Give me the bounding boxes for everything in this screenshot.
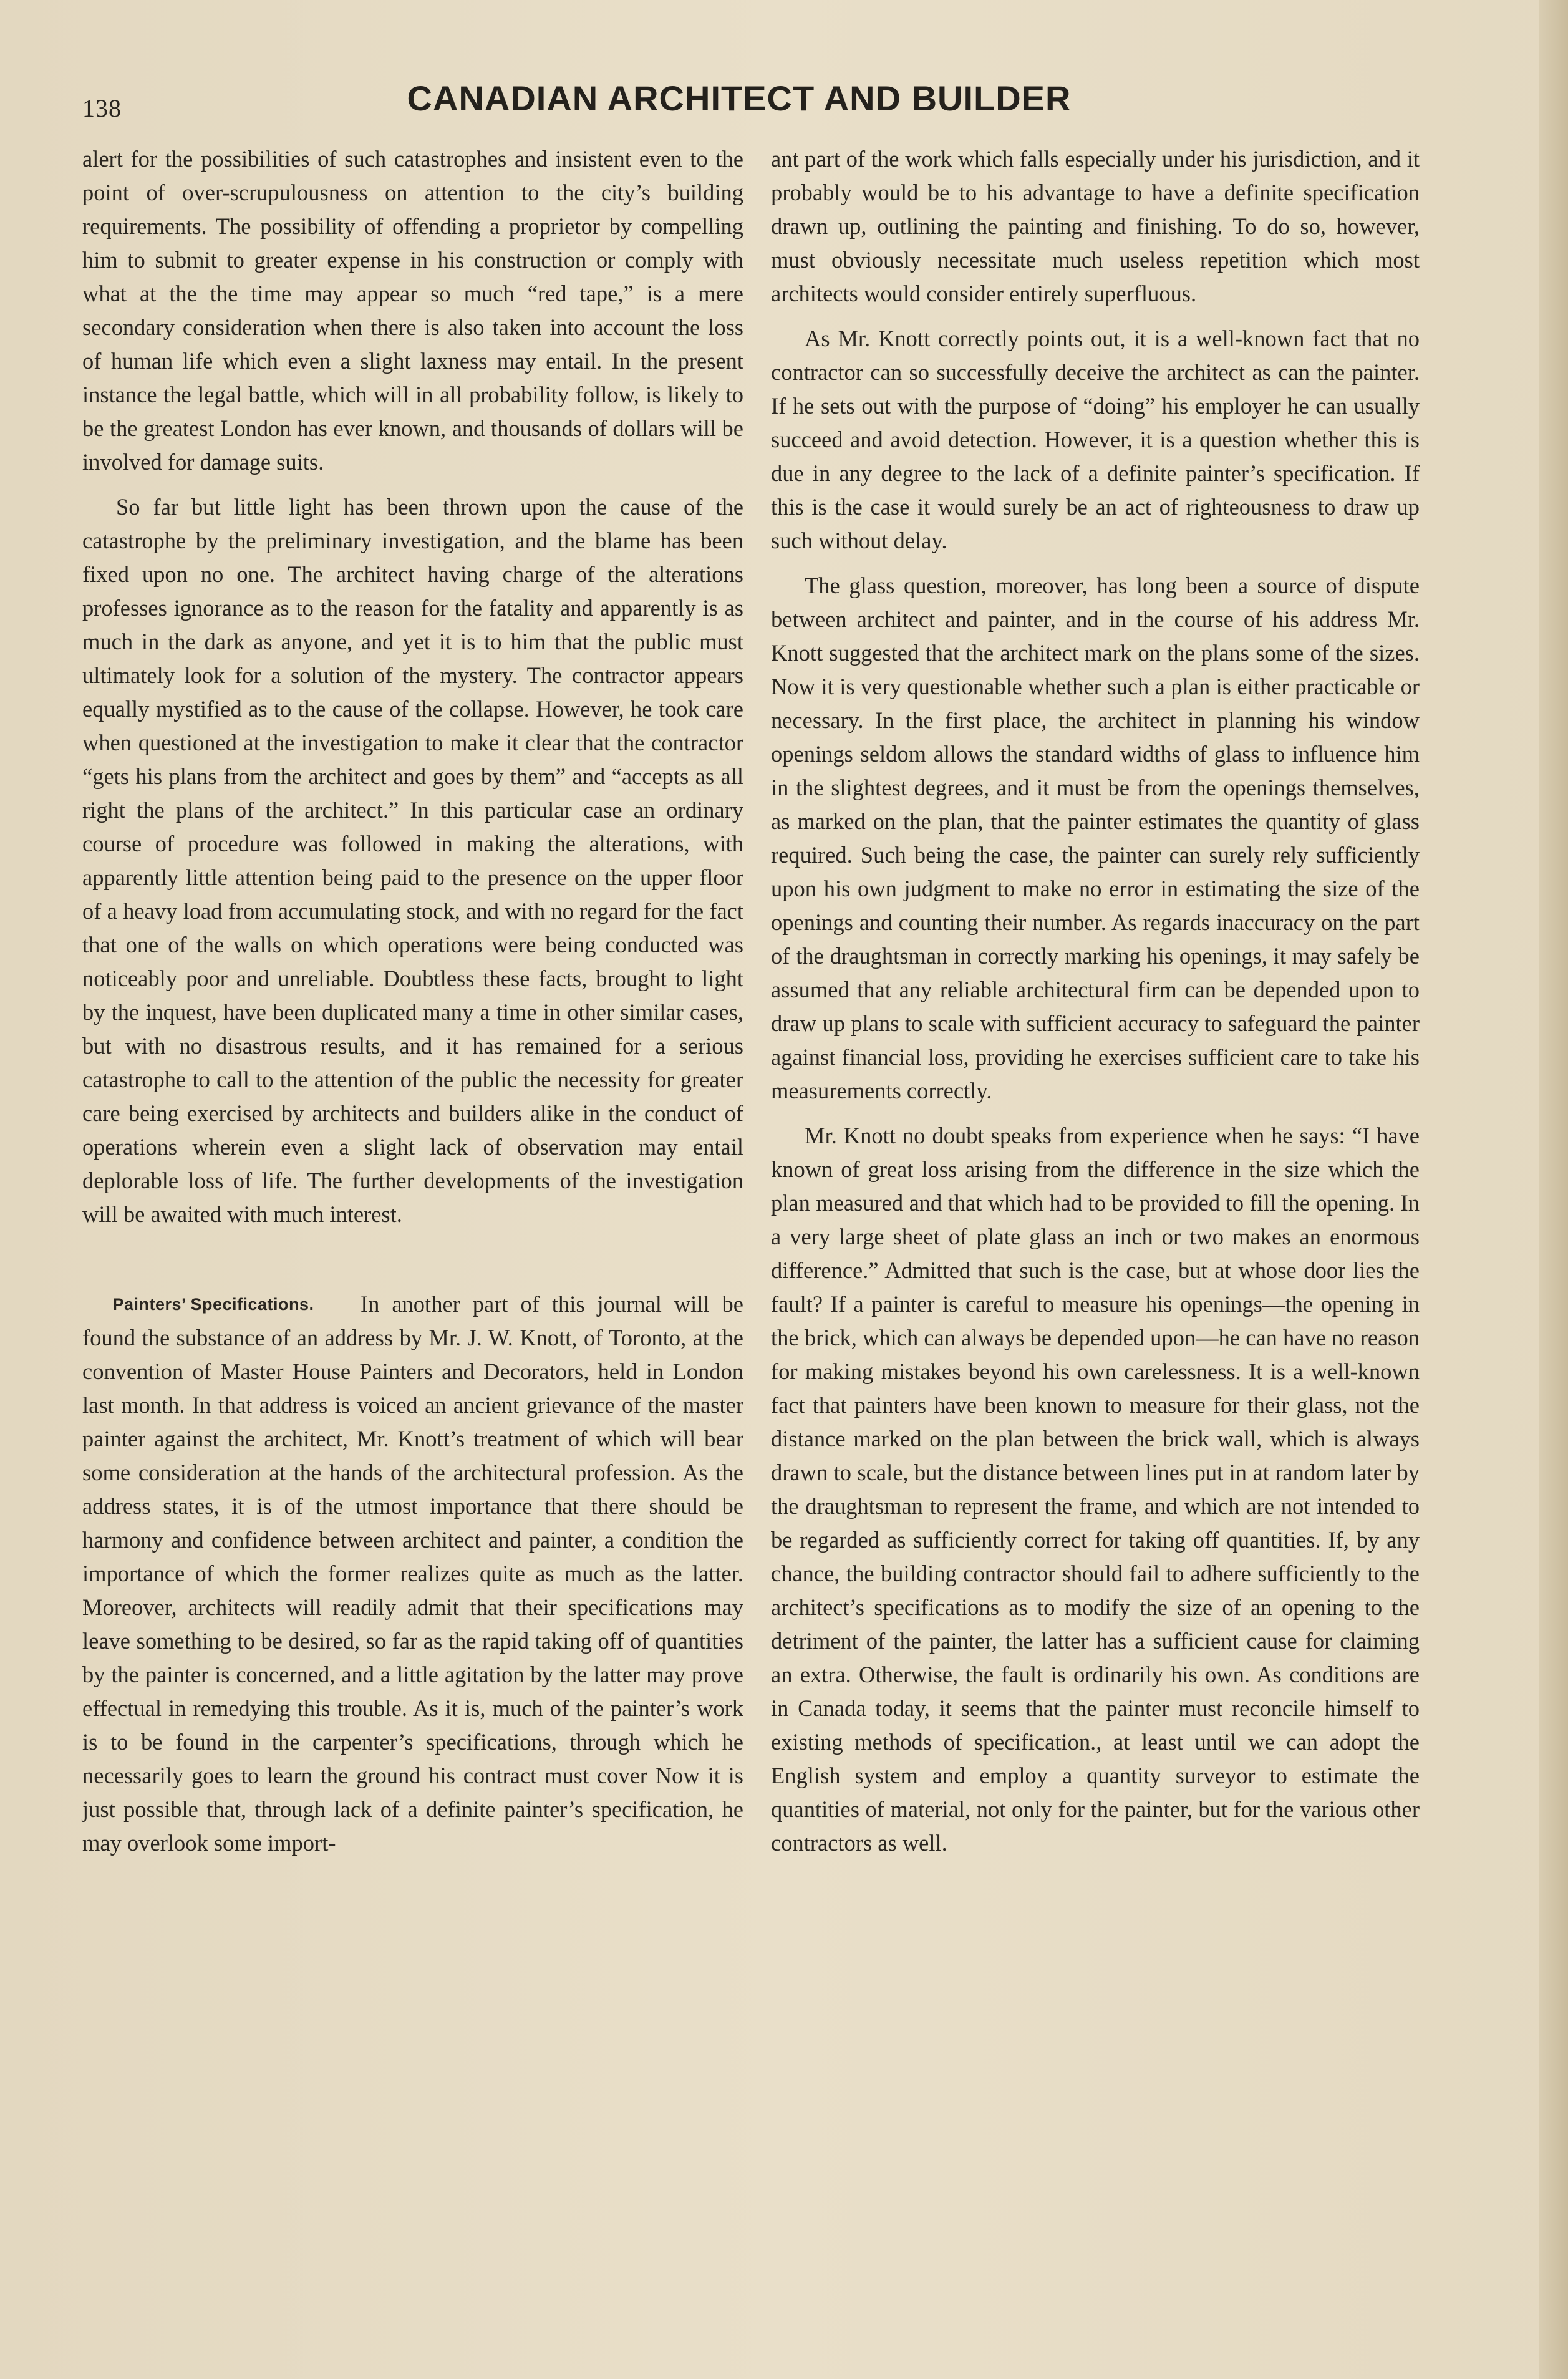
paragraph: So far but little light has been thrown upon the cause of the catastrophe by the preliminary investigation, and the blame has been fixed upon no one. The architect having charge of the alterations professes ignorance as to the reason for the fatality and apparently is as much in the dark as anyone, and yet it is to him that the public must ultimately look for a solution of the mystery. The contractor appears equally mystified as to the cause of the collapse. However, he took care when questioned at the investigation to make it clear that the contractor “gets his plans from the architect and goes by them” and “accepts as all right the plans of the architect.” In this particular case an ordinary course of procedure was followed in making the alterations, with apparently little attention being paid to the presence on the upper floor of a heavy load from accumulating stock, and with no regard for the fact that one of the walls on which operations were being conducted was noticeably poor and unreliable. Doubtless these facts, brought to light by the inquest, have been duplicated many a time in other similar cases, but with no disastrous results, and it has remained for a serious catastrophe to call to the attention of the public the necessity for greater care being exercised by architects and builders alike in the conduct of operations wherein even a slight lack of observation may entail deplorable loss of life. The further developments of the investigation will be awaited with much interest. [82,494,743,1227]
paragraph: The glass question, moreover, has long been a source of dispute between architect and painter, and in the course of his address Mr. Knott suggested that the architect mark on the plans some of the sizes. Now it is very questionable whether such a plan is either practicable or necessary. In the first place, the architect in planning his window openings seldom allows the standard widths of glass to influence him in the slightest degrees, and it must be from the openings themselves, as marked on the plan, that the painter estimates the quantity of glass required. Such being the case, the painter can surely rely sufficiently upon his own judgment to make no error in estimating the size of the openings and counting their number. As regards inaccuracy on the part of the draughtsman in correctly marking his openings, it may safely be assumed that any reliable architectural firm can be depended upon to draw up plans to scale with sufficient accuracy to safeguard the painter against financial loss, providing he exercises sufficient care to take his measurements correctly. [771,573,1420,1103]
paragraph: As Mr. Knott correctly points out, it is a well-known fact that no contractor can so successfully deceive the architect as can the painter. If he sets out with the purpose of “doing” his employer he can usually succeed and avoid detection. However, it is a question whether this is due in any degree to the lack of a definite painter’s specification. If this is the case it would surely be an act of righteousness to draw up such without delay. [771,326,1420,553]
page-edge [1539,0,1568,2379]
paragraph: Mr. Knott no doubt speaks from experience when he says: “I have known of great loss arising from the difference in the size which the plan measured and that which had to be provided to fill the opening. In a very large sheet of plate glass an inch or two makes an enormous difference.” Admitted that such is the case, but at whose door lies the fault? If a painter is careful to measure his openings—the opening in the brick, which can always be depended upon—he can have no reason for making mistakes beyond his own carelessness. It is a well-known fact that painters have been known to measure for their glass, not the distance marked on the plan between the brick wall, which is always drawn to scale, but the distance between lines put in at random later by the draughtsman to represent the frame, and which are not intended to be regarded as sufficiently correct for taking off quantities. If, by any chance, the building contractor should fail to adhere sufficiently to the architect’s specifications as to modify the size of an opening to the detriment of the painter, the latter has a sufficient cause for claiming an extra. Otherwise, the fault is ordinarily his own. As conditions are in Canada today, it seems that the painter must reconcile himself to existing methods of specification., at least until we can adopt the English system and employ a quantity surveyor to estimate the quantities of material, not only for the painter, but for the various other contractors as well. [771,1123,1420,1856]
side-heading: Painters’ Specifications. [112,1295,314,1314]
paragraph: In another part of this journal will be found the substance of an address by Mr. J. W. Knott, of Toronto, at the convention of Master House Painters and Decorators, held in London last month. In that address is voiced an ancient grievance of the master painter against the architect, Mr. Knott’s treatment of which will bear some consideration at the hands of the architectural profession. As the address states, it is of the utmost importance that there should be harmony and confidence between architect and painter, a condition the importance of which the former realizes quite as much as the latter. Moreover, architects will readily admit that their specifications may leave something to be desired, so far as the rapid taking off of quantities by the painter is concerned, and a little agitation by the latter may prove effectual in remedying this trouble. As it is, much of the painter’s work is to be found in the carpenter’s specifications, through which he necessarily goes to learn the ground his contract must cover Now it is just possible that, through lack of a definite painter’s specification, he may overlook some import- [82,1291,743,1856]
right-column [771,142,1420,1860]
paragraph: ant part of the work which falls especially under his jurisdiction, and it probably would be to his advantage to have a definite specification drawn up, outlining the painting and finishing. To do so, however, must obviously necessitate much useless repetition which most architects would consider entirely superfluous. [771,146,1420,306]
running-head: CANADIAN ARCHITECT AND BUILDER [407,79,1072,118]
paragraph: alert for the possibilities of such catastrophes and insistent even to the point of over-scrupulousness on attention to the city’s building requirements. The possibility of offending a proprietor by compelling him to submit to greater expense in his construction or comply with what at the the time may appear so much “red tape,” is a mere secondary consideration when there is also taken into account the loss of human life which even a slight laxness may entail. In the present instance the legal battle, which will in all probability follow, is likely to be the greatest London has ever known, and thousands of dollars will be involved for damage suits. [82,146,743,475]
left-column [82,142,743,1860]
painters-specifications-section [82,1287,743,1860]
page-number: 138 [82,94,122,122]
